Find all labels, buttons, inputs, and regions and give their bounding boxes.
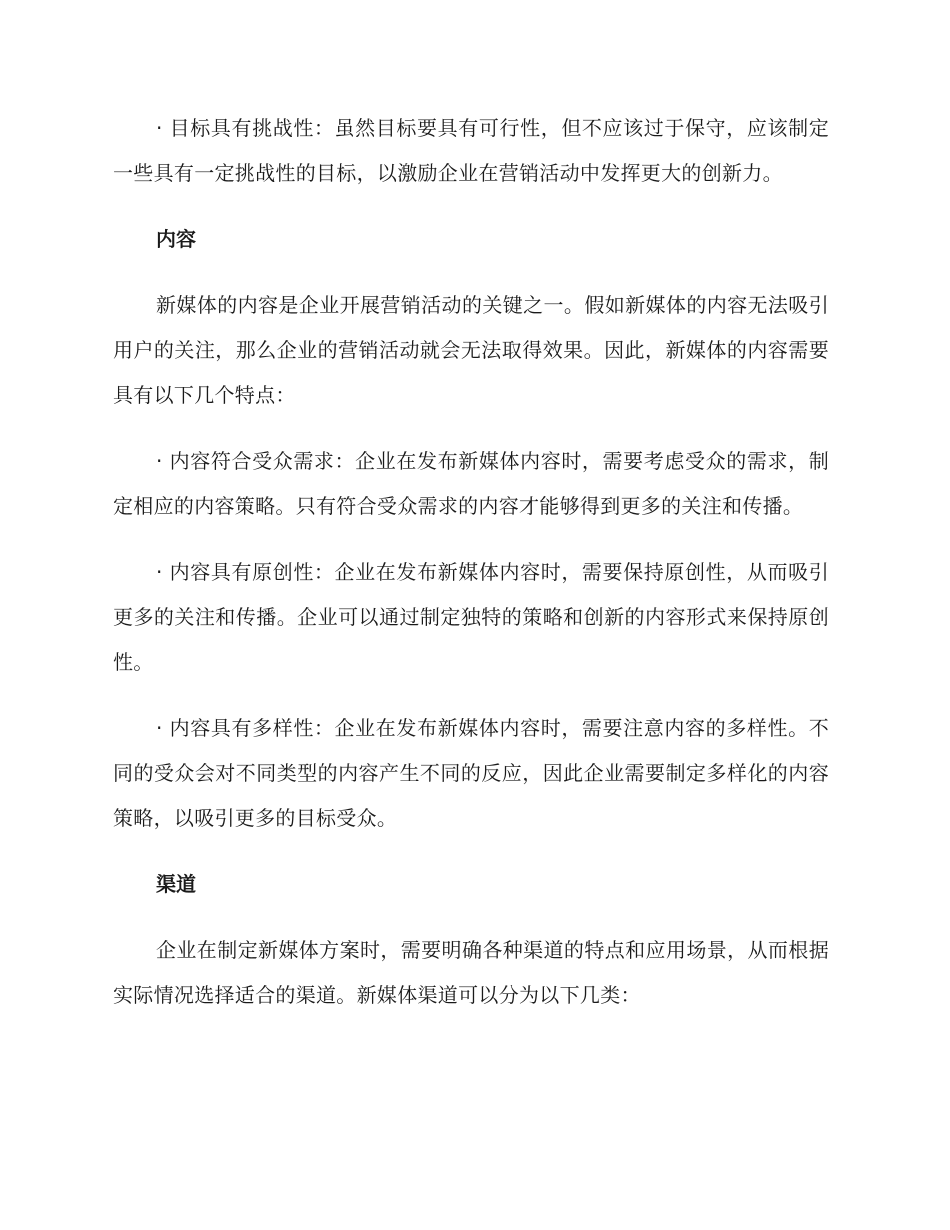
section-heading-content: 内容 (156, 227, 196, 251)
section-heading-channels: 渠道 (156, 872, 196, 896)
document-body (113, 106, 829, 1039)
bullet-paragraph-diversity: · 内容具有多样性：企业在发布新媒体内容时，需要注意内容的多样性。不同的受众会对不同类型的内容产生不同的反应，因此企业需要制定多样化的内容策略，以吸引更多的目标受众。 (113, 716, 829, 830)
bullet-paragraph-audience-needs: · 内容符合受众需求：企业在发布新媒体内容时，需要考虑受众的需求，制定相应的内容策略。只有符合受众需求的内容才能够得到更多的关注和传播。 (113, 449, 829, 518)
paragraph-channels-intro: 企业在制定新媒体方案时，需要明确各种渠道的特点和应用场景，从而根据实际情况选择适合的渠道。新媒体渠道可以分为以下几类： (113, 938, 829, 1007)
bullet-paragraph-originality: · 内容具有原创性：企业在发布新媒体内容时，需要保持原创性，从而吸引更多的关注和传播。企业可以通过制定独特的策略和创新的内容形式来保持原创性。 (113, 560, 829, 674)
paragraph-content-intro: 新媒体的内容是企业开展营销活动的关键之一。假如新媒体的内容无法吸引用户的关注，那么企业的营销活动就会无法取得效果。因此，新媒体的内容需要具有以下几个特点： (113, 293, 829, 407)
bullet-paragraph-challenging-goals: · 目标具有挑战性：虽然目标要具有可行性，但不应该过于保守，应该制定一些具有一定挑战性的目标，以激励企业在营销活动中发挥更大的创新力。 (113, 116, 829, 185)
